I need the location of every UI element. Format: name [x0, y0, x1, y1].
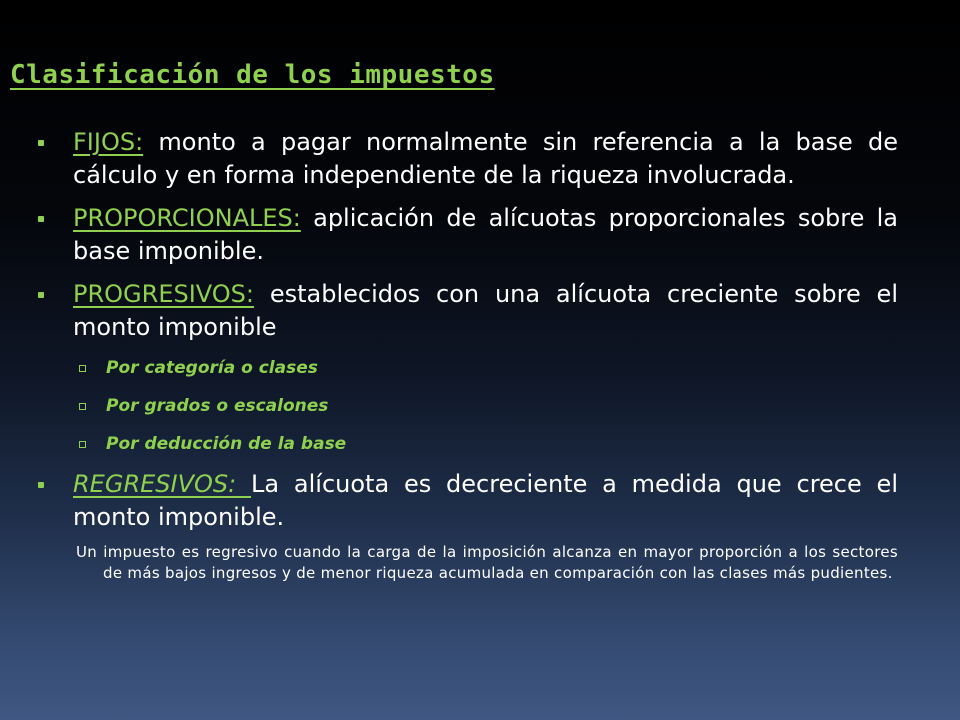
- square-bullet-icon: [38, 216, 44, 222]
- square-bullet-icon: [38, 292, 44, 298]
- hollow-square-bullet-icon: [79, 441, 86, 448]
- term-regresivos: REGRESIVOS:: [73, 470, 252, 498]
- square-bullet-icon: [38, 140, 44, 146]
- regresivo-explanation-note: Un impuesto es regresivo cuando la carga de la imposición alcanza en mayor proporción a los sectores de más bajos ingresos y de menor riqueza acumulada en comparación con las clases más pudientes.: [76, 543, 898, 582]
- definition-fijos: monto a pagar normalmente sin referencia a la base de cálculo y en forma independiente de la riqueza involucrada.: [73, 128, 898, 189]
- term-fijos: FIJOS:: [73, 128, 144, 156]
- hollow-square-bullet-icon: [79, 403, 86, 410]
- bullet-item-proporcionales: [36, 202, 898, 268]
- bullet-list: [36, 126, 898, 584]
- term-progresivos: PROGRESIVOS:: [73, 280, 254, 308]
- subitem-deduccion: [36, 434, 898, 454]
- definition-regresivos: La alícuota es decreciente a medida que crece el monto imponible.: [73, 470, 898, 531]
- hollow-square-bullet-icon: [79, 365, 86, 372]
- definition-proporcionales: aplicación de alícuotas proporcionales sobre la base imponible.: [73, 204, 898, 265]
- subitem-label: Por grados o escalones: [106, 396, 329, 416]
- subitem-label: Por deducción de la base: [106, 434, 347, 454]
- subitem-grados: [36, 396, 898, 416]
- bullet-item-fijos: [36, 126, 898, 192]
- term-proporcionales: PROPORCIONALES:: [73, 204, 301, 232]
- bullet-item-progresivos: [36, 278, 898, 344]
- subitem-categoria: [36, 358, 898, 378]
- slide-title: Clasificación de los impuestos: [10, 60, 495, 90]
- definition-progresivos: establecidos con una alícuota creciente sobre el monto imponible: [73, 280, 898, 341]
- subitem-label: Por categoría o clases: [106, 358, 318, 378]
- bullet-item-regresivos: [36, 468, 898, 534]
- square-bullet-icon: [38, 482, 44, 488]
